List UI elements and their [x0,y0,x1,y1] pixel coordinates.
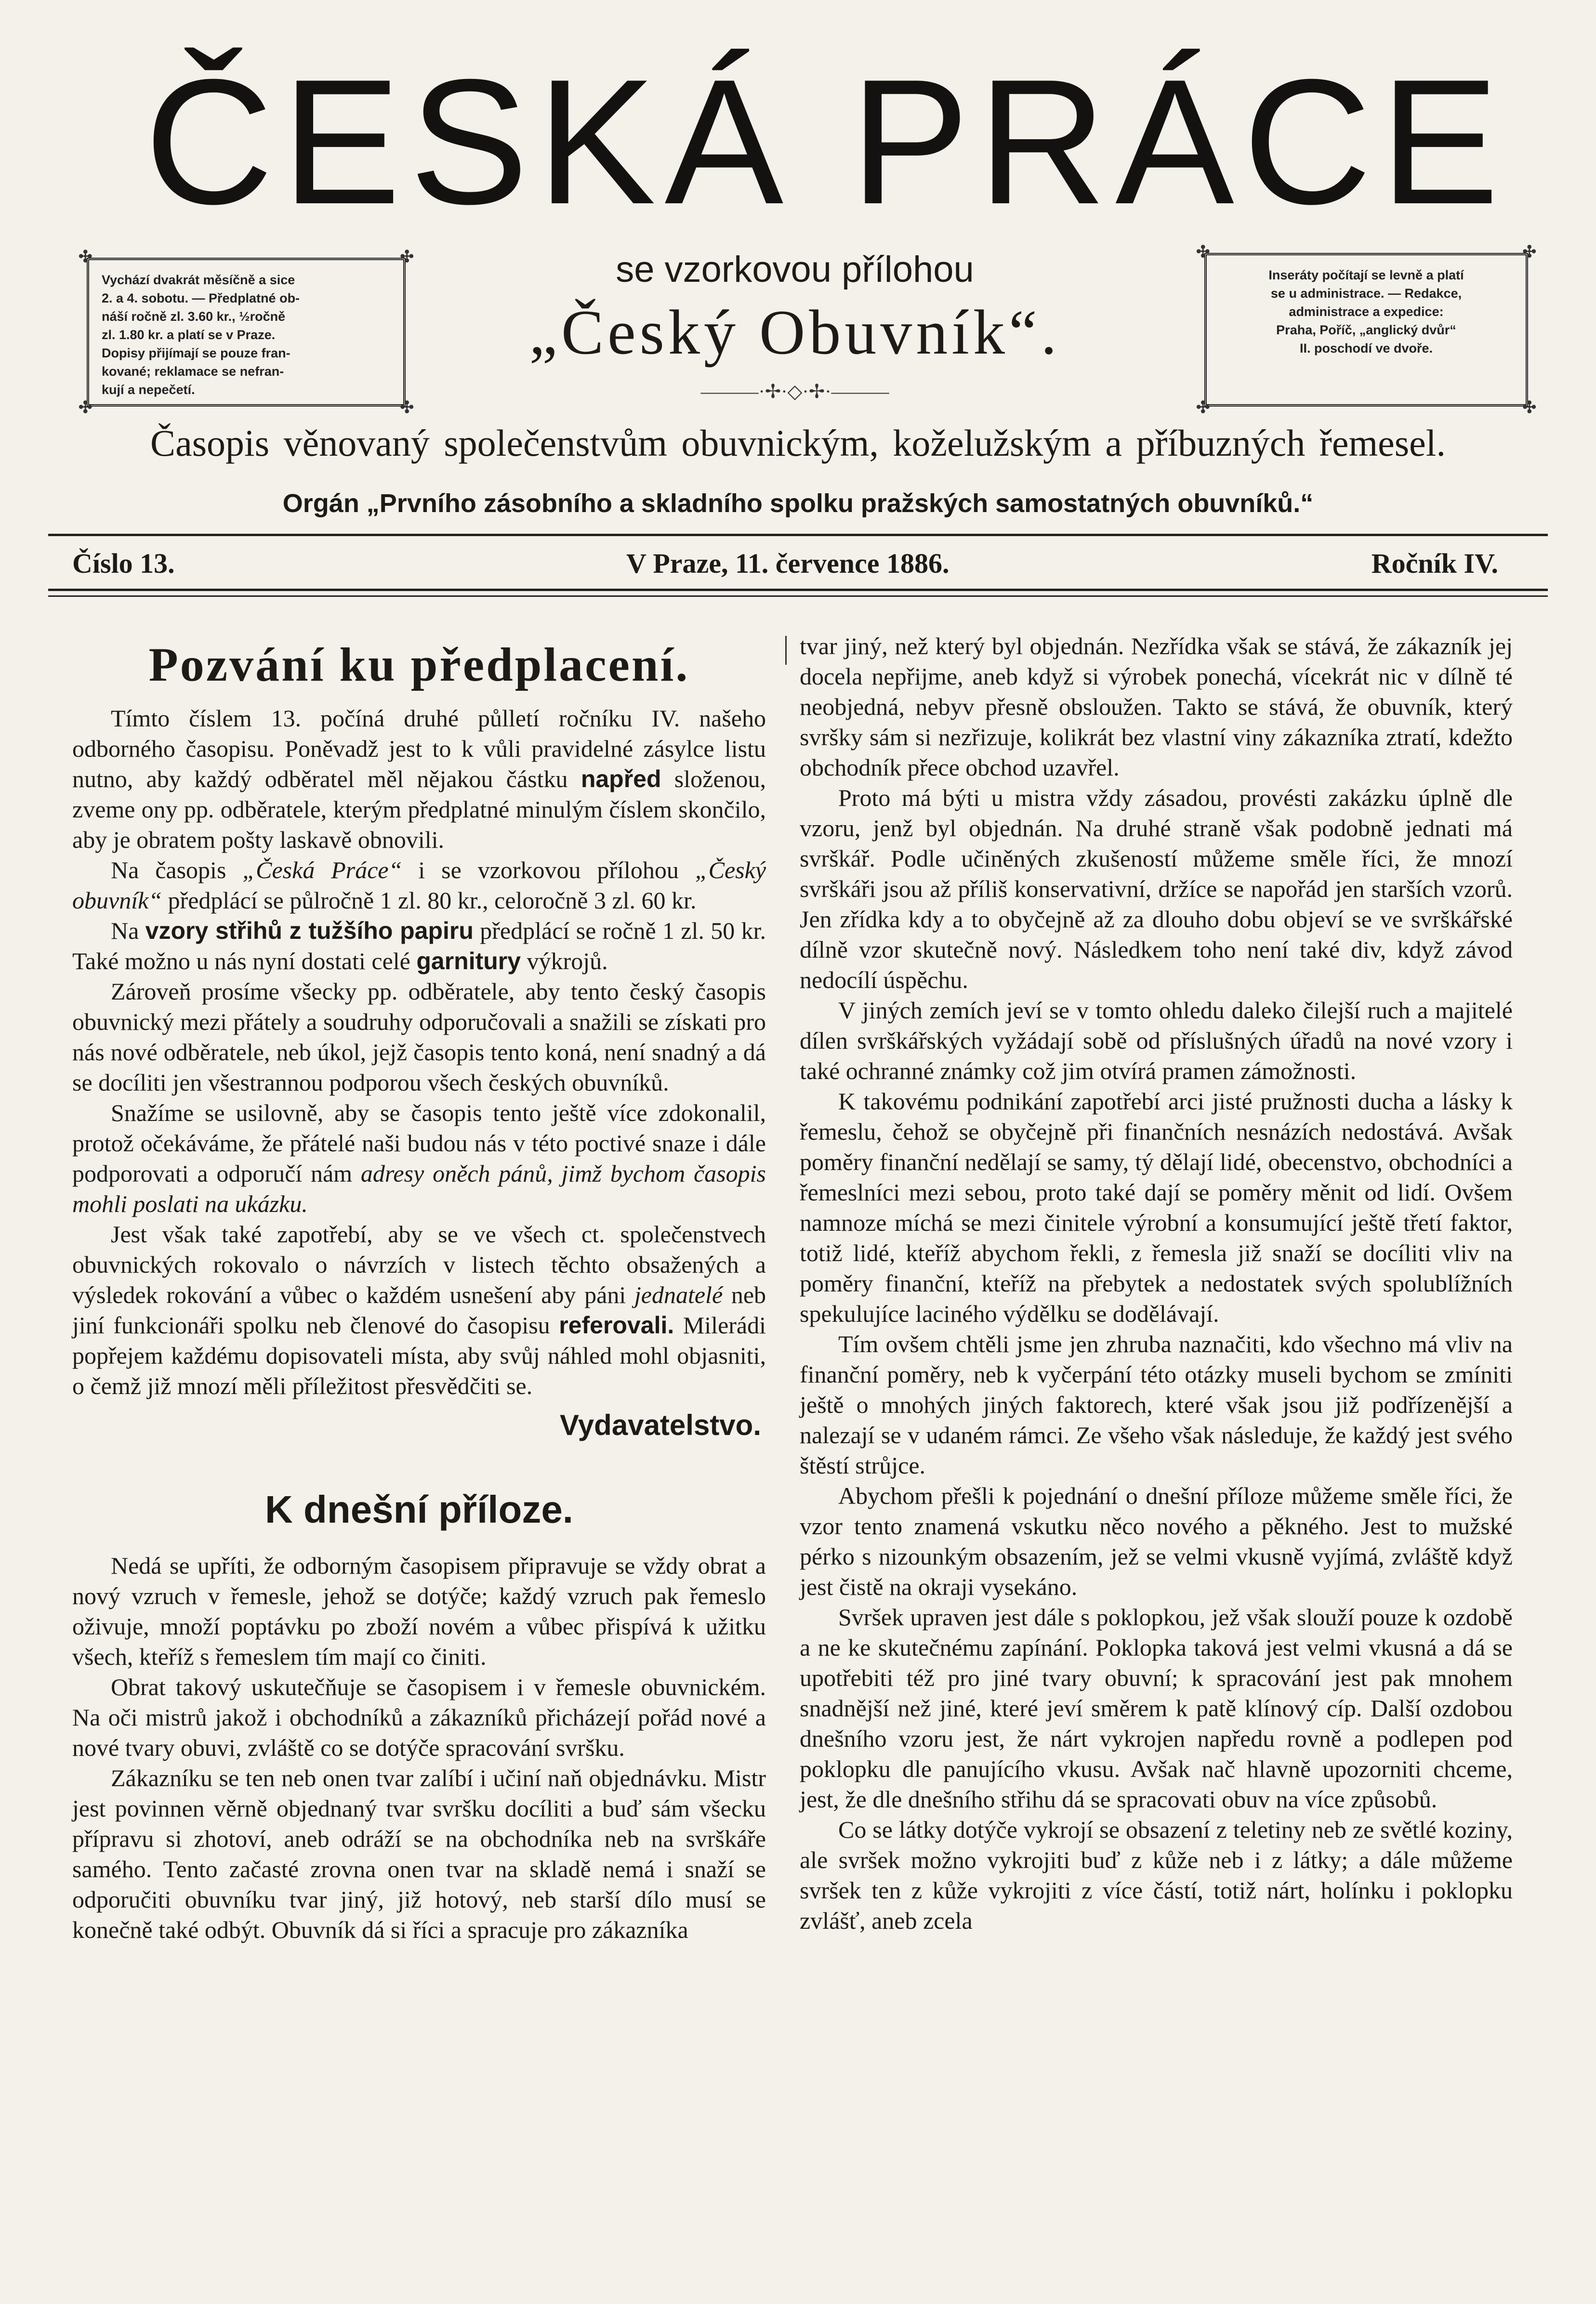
text-bold: garnitury [416,948,521,974]
organ-line: Orgán „Prvního zásobního a skladního spolku pražských samostatných obuvníků.“ [282,489,1314,518]
text: neb jiní funkcionáři spolku neb členové do časopisu [72,1281,766,1339]
text: výkrojů. [527,948,608,974]
issue-date: V Praze, 11. července 1886. [626,548,950,579]
supplement-title: „Český Obuvník“. [529,297,1061,368]
box-line: 2. a 4. sobotu. — Předplatné ob- [102,291,300,305]
paragraph: V jiných zemích jeví se v tomto ohledu daleko čilejší ruch a majitelé dílen svrškářských vyžádají sobě od příslušných úřadů na nové vzory i také ochranné známky což jim otvírá pramen zámožnosti. [800,997,1513,1084]
paragraph: K takovému podnikání zapotřebí arci jisté pružnosti ducha a lásky k řemeslu, čehož se obyčejně při finančních nesnázích nedostává. Avšak poměry finanční nedělají se samy, tý dělají lidé, obecenstvo, obchodníci a řemeslníci mezi sebou, proto také dají se poměry měnit od lidí. Ovšem namnoze míchá se mezi činitele výrobní a konsumující ještě třetí faktor, totiž lidé, kteříž abychom řekli, z řemesla již snaží se docíliti vliv na poměry finanční, kteříž na přebytek a nedostatek svých spolublížních spekulujíce laciného výdělku se dodělávají. [800,1088,1513,1327]
box-line: zl. 1.80 kr. a platí se v Praze. [102,328,276,342]
corner-ornament-icon: ✣ [400,398,414,417]
text-italic: jednatelé [634,1281,723,1308]
corner-ornament-icon: ✣ [1196,398,1210,417]
text: Na [111,917,139,944]
box-line: Praha, Poříč, „anglický dvůr“ [1276,323,1456,337]
box-line: Vychází dvakrát měsíčně a sice [102,273,295,287]
paragraph: Zároveň prosíme všecky pp. odběratele, aby tento český časopis obuvnický mezi přátely a soudruhy odporučovali a snažili se získati pro nás nové odběratele, neb úkol, jejž časopis tento koná, není snadný a dá se docíliti jen všestrannou podporou všech českých obuvníků. [72,978,766,1096]
box-line: Inseráty počítají se levně a platí [1268,268,1464,282]
paragraph: Abychom přešli k pojednání o dnešní příloze můžeme směle říci, že vzor tento znamená vskutku něco nového a pěkného. Jest to mužské pérko s nizounkým obsazením, jež se velmi vkusně vyjímá, zvláště když jest čistě na okraji vysekáno. [800,1482,1513,1600]
text-bold: vzory střihů z tužšího papiru [145,917,474,944]
box-line: Dopisy přijímají se pouze fran- [102,346,290,360]
box-line: se u administrace. — Redakce, [1270,286,1462,301]
subscription-info-box [79,248,414,417]
article-heading: Pozvání ku předplacení. [148,638,690,691]
paragraph: Zákazníku se ten neb onen tvar zalíbí i učiní naň objednávku. Mistr jest povinnen věrně objednaný tvar svršku docíliti a buď sám všecku přípravu si zhotoví, aneb odráží se na obchodníka neb na svrškáře samého. Tento začasté zrovna onen tvar na skladě nemá i snaží se odporučiti obuvníku tvar jiný, již hotový, neb starší dílo musí se konečně také odbýt. Obuvník dá si říci a spracuje pro zákazníka [72,1764,766,1943]
header-rule [48,534,1548,536]
text: Jest však také zapotřebí, aby se ve všech ct. společenstvech obuvnických rokovalo o návrzích v listech těchto obsažených a výsledek rokování a vůbec o každém usnešení aby páni [72,1221,766,1308]
paragraph: Tím ovšem chtěli jsme jen zhruba naznačiti, kdo všechno má vliv na finanční poměry, neb k vyčerpání této otázky museli bychom se zmíniti ještě o mnohých jiných faktorech, které však jsou již podřízenější a nalezají se v udaném rámci. Ze všeho však následuje, že každý jest svého štěstí strůjce. [800,1330,1513,1479]
column-divider [785,636,787,665]
paragraph: Obrat takový uskutečňuje se časopisem i v řemesle obuvnickém. Na oči mistrů jakož i obchodníků a zákazníků přicházejí pořád nové a nové tvary obuvi, zvláště co se dotýče spracování svršku. [72,1673,766,1761]
article-heading: K dnešní příloze. [264,1488,574,1531]
corner-ornament-icon: ✣ [1522,243,1536,261]
text: Snažíme se usilovně, aby se časopis tento ještě více zdokonalil, protož očekáváme, že přátelé naši budou nás v této poctivé snaze i dále podporovati a odporučí nám [72,1099,766,1187]
paragraph [72,1098,766,1219]
box-line: II. poschodí ve dvoře. [1299,341,1433,355]
box-line: administrace a expedice: [1289,304,1444,319]
box-line: kované; reklamace se nefran- [102,364,284,379]
header-rule [48,595,1548,597]
paragraph: Nedá se upříti, že odborným časopisem připravuje se vždy obrat a nový vzruch v řemesle, jehož se dotýče; každý vzruch pak řemeslo oživuje, množí poptávku po zboží novém a vůbec přispívá k užitku všech, kteříž s řemeslem tím mají co činiti. [72,1552,766,1670]
paragraph: Co se látky dotýče vykrojí se obsazení z teletiny neb ze světlé koziny, ale svršek možno vykrojiti buď z kůže neb i z látky; a dále můžeme svršek ten z kůže vykrojiti z více částí, totiž nárt, holínku i poklopku zvlášť, aneb zcela [800,1816,1513,1934]
paragraph [72,855,766,916]
corner-ornament-icon: ✣ [400,248,414,266]
left-column [72,631,766,2269]
corner-ornament-icon: ✣ [1196,243,1210,261]
ornament-divider: ———·✢·◇·✢·——— [700,381,889,402]
paragraph [72,916,766,976]
masthead-subtitle: se vzorkovou přílohou [616,249,974,290]
corner-ornament-icon: ✣ [1522,398,1536,417]
masthead-tagline: Časopis věnovaný společenstvům obuvnickým, koželužským a příbuzných řemesel. [150,422,1446,464]
paragraph: Proto má býti u mistra vždy zásadou, provésti zakázku úplně dle vzoru, jenž byl objednán. Na druhé straně však podobně jednati má svrškář. Podle učiněných zkušeností můžeme směle říci, že mnozí svrškáři jsou až příliš konservativní, držíce se napořád jen starších vzorů. Jen zřídka kdy a to obyčejně až za dlouho dobu objeví se ve svrškářské dílně vzor skutečně nový. Následkem toho není také div, když závod nedocílí úspěchu. [800,784,1513,993]
issue-number: Číslo 13. [72,548,175,579]
paragraph [72,703,766,855]
text-italic: „Český obuvník“ [72,856,766,914]
paragraph: tvar jiný, než který byl objednán. Nezřídka však se stává, že zákazník jej docela nepřijme, aneb když si výrobek ponechá, vícekrát nic v dílně té neobjedná, nebyv přesně obsloužen. Takto se stává, že obuvník, který svršky sám si nezřizuje, kolikrát bez vlastní viny zákazníka ztratí, kdežto obchodník přece obchod uzavřel. [800,632,1513,781]
text-bold: referovali. [559,1312,674,1339]
text-bold: napřed [580,765,661,792]
text: i se vzorkovou přílohou [418,856,679,883]
box-line: náší ročně zl. 3.60 kr., ½ročně [102,309,286,324]
corner-ornament-icon: ✣ [79,248,92,266]
corner-ornament-icon: ✣ [79,398,92,417]
text: předplácí se půlročně 1 zl. 80 kr., celoročně 3 zl. 60 kr. [168,887,697,914]
masthead-title: ČESKÁ PRÁCE [145,42,1508,241]
issue-info-row [72,540,1498,588]
text: předplácí se ročně 1 zl. 50 kr. Také možno u nás nyní dostati celé [72,917,766,974]
text-italic: adresy oněch pánů, jimž bychom časopis mohli poslati na ukázku. [72,1160,766,1217]
paragraph: Svršek upraven jest dále s poklopkou, jež však slouží pouze k ozdobě a ne ke skutečnému zapínání. Poklopka taková jest velmi vkusná a dá se upotřebiti též pro jiné tvary obuvní; k spracování jest pak mnohem snadnější než jiné, které jeví směrem k patě klínový cíp. Další ozdobou dnešního vzoru jest, že nárt vykrojen napředu rovně a podlepen pod poklopku dle panujícího vkusu. Avšak nač hlavně upozorniti chceme, jest, že dle dnešního střihu dá se spracovati obuv na více způsobů. [800,1604,1513,1813]
signature: Vydavatelstvo. [560,1409,761,1441]
text-italic: „Česká Práce“ [242,856,402,883]
right-column [800,631,1513,2269]
text: složenou, zveme ony pp. odběratele, kterým předplatné minulým číslem skončilo, aby je obratem pošty laskavě obnovili. [72,765,766,853]
advertising-info-box [1196,243,1536,417]
header-rule [48,589,1548,591]
text: Tímto číslem 13. počíná druhé půlletí ročníku IV. našeho odborného časopisu. Poněvadž jest to k vůli pravidelné zásylce listu nutno, aby každý odběratel měl nějakou částku [72,705,766,792]
paragraph [72,1219,766,1401]
text: Na časopis [111,856,226,883]
box-line: kují a nepečetí. [102,382,195,397]
issue-volume: Ročník IV. [1371,548,1498,579]
text: Milerádi popřejem každému dopisovateli místa, aby svůj náhled mohl objasniti, o čemž již mnozí měli příležitost přesvědčiti se. [72,1312,766,1399]
